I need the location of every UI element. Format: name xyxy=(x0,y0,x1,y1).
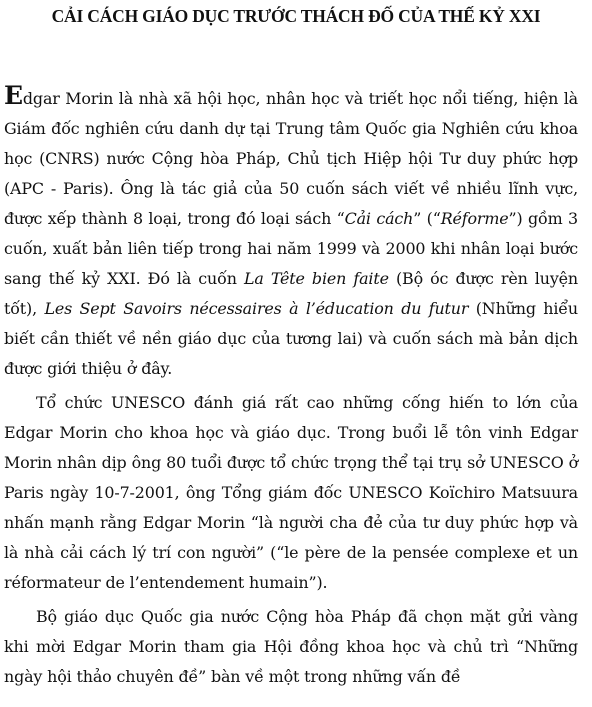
paragraph-3: Bộ giáo dục Quốc gia nước Cộng hòa Pháp đã chọn mặt gửi vàng khi mời Edgar Morin tham gia Hội đồng khoa học và chủ trì “Những ngày hội thảo chuyên đề” bàn về một trong những vấn đề xyxy=(4,607,578,686)
page-title: CẢI CÁCH GIÁO DỤC TRƯỚC THÁCH ĐỐ CỦA THẾ KỶ XXI xyxy=(51,6,541,26)
paragraph-1-text-c: ”) gồm 3 cuốn, xuất bản liên tiếp trong hai năm 1999 và 2000 khi nhân loại bước sang thế kỷ XXI. Đó là cuốn xyxy=(4,209,578,288)
italic-reforme: Réforme xyxy=(440,209,509,228)
body-text xyxy=(4,81,578,692)
paragraph-1-text-d: (Bộ óc được rèn luyện tốt), xyxy=(4,269,578,318)
paragraph-1-text-a: dgar Morin là nhà xã hội học, nhân học và triết học nổi tiếng, hiện là Giám đốc nghiên cứu danh dự tại Trung tâm Quốc gia Nghiên cứu khoa học (CNRS) nước Cộng hòa Pháp, Chủ tịch Hiệp hội Tư duy phức hợp (APC - Paris). Ông là tác giả của 50 cuốn sách viết về nhiều lĩnh vực, được xếp thành 8 loại, trong đó loại sách “ xyxy=(4,89,578,228)
paragraph-1 xyxy=(4,81,578,384)
paragraph-1-text-b: ” (“ xyxy=(413,209,441,228)
italic-cai-cach: Cải cách xyxy=(344,209,414,228)
italic-la-tete-bien-faite: La Tête bien faite xyxy=(243,269,389,288)
drop-cap: E xyxy=(4,81,23,110)
italic-les-sept-savoirs: Les Sept Savoirs nécessaires à l’éducation du futur xyxy=(44,299,469,318)
paragraph-1-text-e: (Những hiểu biết cần thiết về nền giáo dục của tương lai) và cuốn sách mà bản dịch được giới thiệu ở đây. xyxy=(4,299,578,378)
paragraph-2: Tổ chức UNESCO đánh giá rất cao những cống hiến to lớn của Edgar Morin cho khoa học và giáo dục. Trong buổi lễ tôn vinh Edgar Morin nhân dịp ông 80 tuổi được tổ chức trọng thể tại trụ sở UNESCO ở Paris ngày 10-7-2001, ông Tổng giám đốc UNESCO Koïchiro Matsuura nhấn mạnh rằng Edgar Morin “là người cha đẻ của tư duy phức hợp và là nhà cải cách lý trí con người” (“le père de la pensée complexe et un réformateur de l’entendement humain”). xyxy=(4,393,578,592)
